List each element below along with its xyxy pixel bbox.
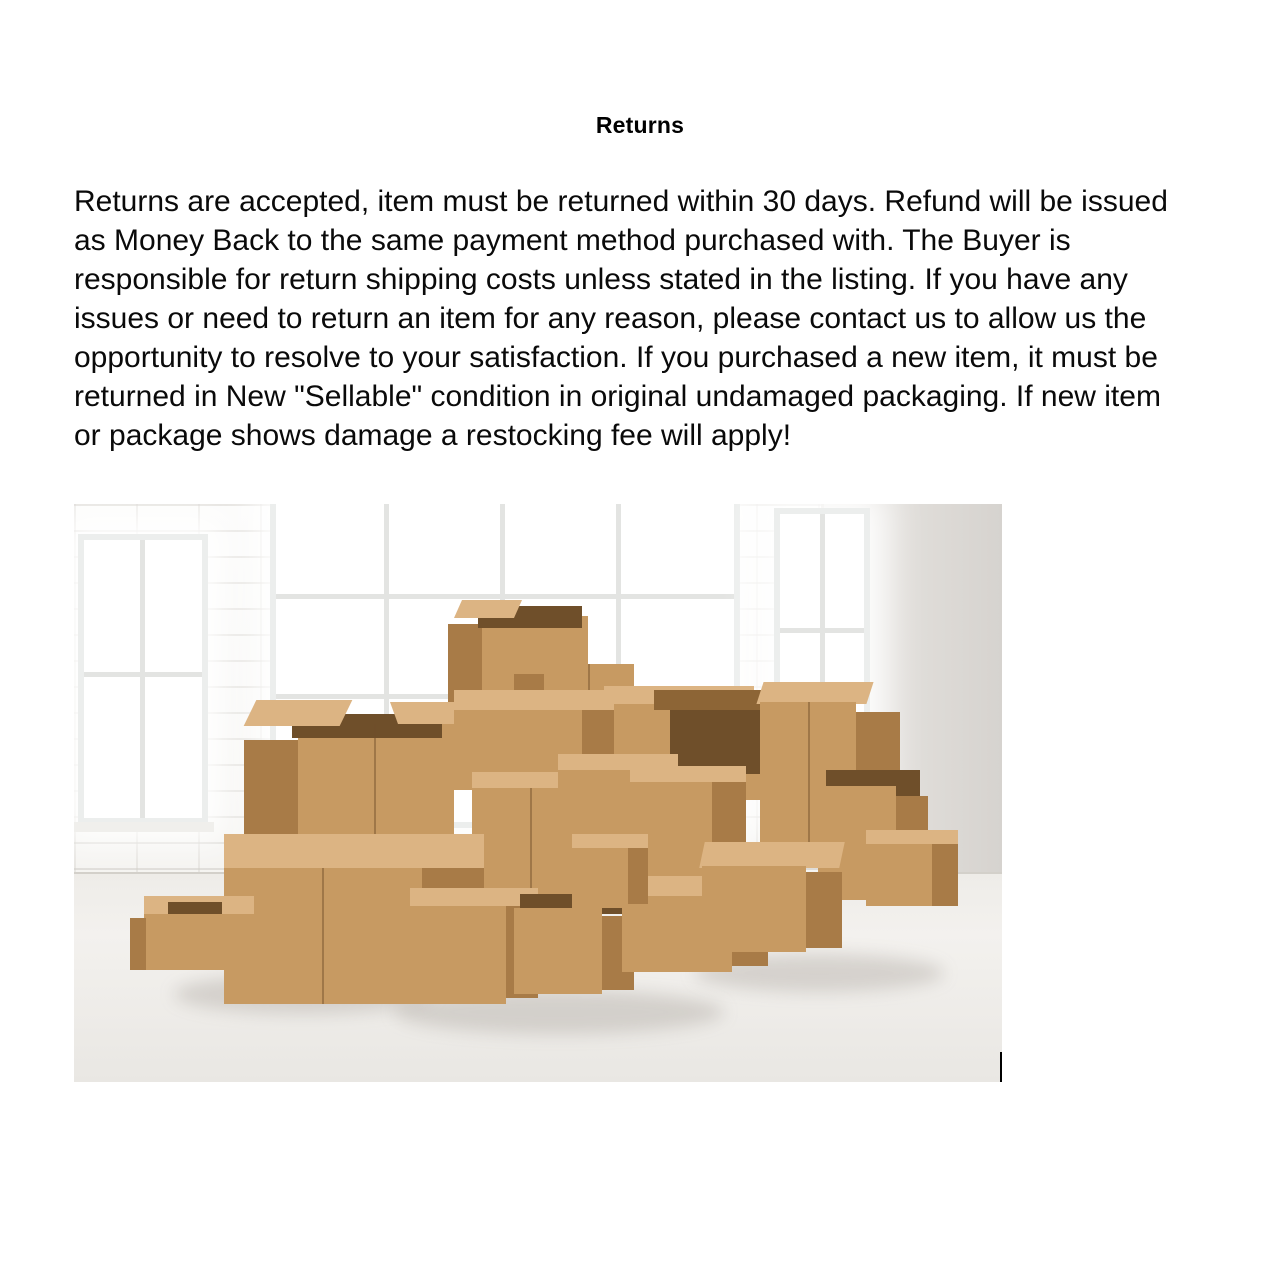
room-scene: [74, 504, 1002, 1082]
box-far-right-small: [866, 830, 958, 906]
page-title: Returns: [595, 112, 685, 138]
box-front-right-low: [702, 842, 842, 952]
boxes-photo: [74, 504, 1002, 1082]
box-front-flat-lid: [130, 896, 256, 980]
box-front-center-small: [572, 834, 648, 908]
text-cursor: [1000, 1052, 1002, 1082]
box-front-open-flat: [514, 894, 634, 994]
window-left-sill: [74, 822, 214, 832]
returns-policy-text: Returns are accepted, item must be returned within 30 days. Refund will be issued as Money Back to the same payment method purchased with. The Buyer is responsible for return shipping costs unless stated in the listing. If you have any issues or need to return an item for any reason, please contact us to allow us the opportunity to resolve to your satisfaction. If you purchased a new item, it must be returned in New "Sellable" condition in original undamaged packaging. If new item or package shows damage a restocking fee will apply!: [74, 185, 1168, 452]
window-left: [78, 534, 208, 824]
